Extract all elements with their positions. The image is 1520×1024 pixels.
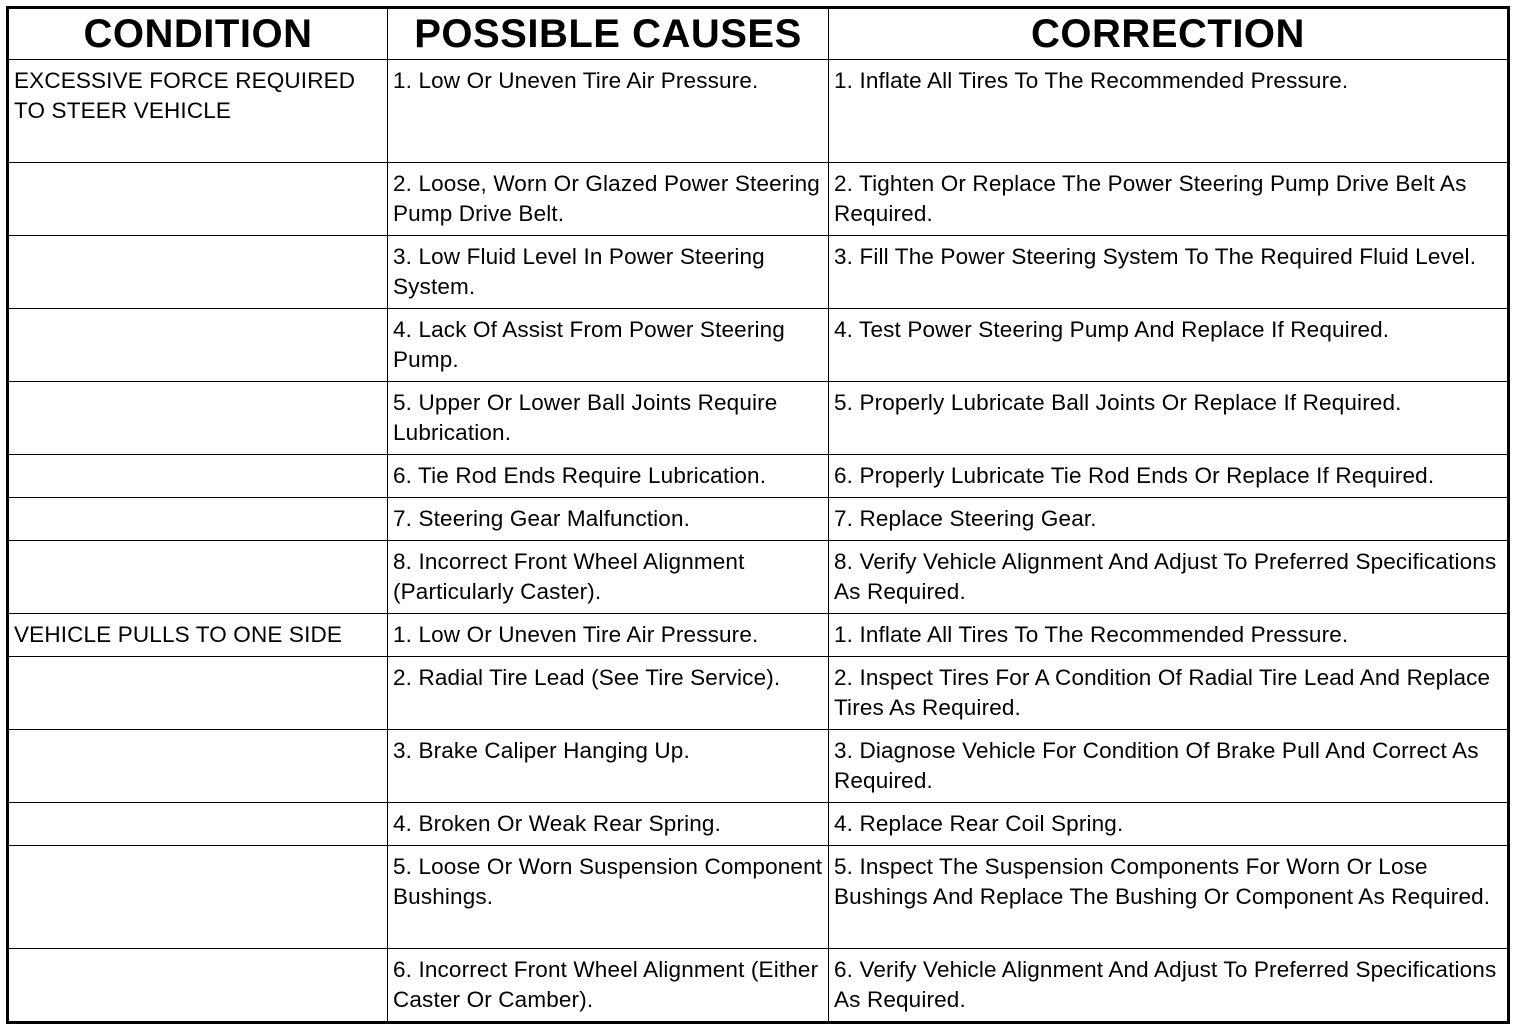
condition-cell <box>8 846 388 949</box>
correction-cell: 8. Verify Vehicle Alignment And Adjust To Preferred Specifications As Required. <box>829 541 1509 614</box>
condition-cell <box>8 657 388 730</box>
cause-cell: 7. Steering Gear Malfunction. <box>388 498 829 541</box>
correction-cell: 3. Fill The Power Steering System To The Required Fluid Level. <box>829 236 1509 309</box>
condition-cell: EXCESSIVE FORCE REQUIRED TO STEER VEHICLE <box>8 60 388 163</box>
causes-header: POSSIBLE CAUSES <box>388 8 829 60</box>
condition-header: CONDITION <box>8 8 388 60</box>
condition-cell <box>8 382 388 455</box>
correction-cell: 3. Diagnose Vehicle For Condition Of Brake Pull And Correct As Required. <box>829 730 1509 803</box>
cause-cell: 6. Tie Rod Ends Require Lubrication. <box>388 455 829 498</box>
cause-cell: 2. Loose, Worn Or Glazed Power Steering Pump Drive Belt. <box>388 163 829 236</box>
table-row <box>8 541 1509 614</box>
cause-cell: 5. Loose Or Worn Suspension Component Bushings. <box>388 846 829 949</box>
table-row <box>8 309 1509 382</box>
condition-cell <box>8 803 388 846</box>
header-row <box>8 8 1509 60</box>
table-row <box>8 614 1509 657</box>
correction-cell: 7. Replace Steering Gear. <box>829 498 1509 541</box>
cause-cell: 1. Low Or Uneven Tire Air Pressure. <box>388 614 829 657</box>
correction-cell: 2. Tighten Or Replace The Power Steering Pump Drive Belt As Required. <box>829 163 1509 236</box>
correction-cell: 2. Inspect Tires For A Condition Of Radial Tire Lead And Replace Tires As Required. <box>829 657 1509 730</box>
condition-cell <box>8 163 388 236</box>
cause-cell: 4. Lack Of Assist From Power Steering Pump. <box>388 309 829 382</box>
correction-cell: 6. Properly Lubricate Tie Rod Ends Or Replace If Required. <box>829 455 1509 498</box>
correction-cell: 4. Test Power Steering Pump And Replace If Required. <box>829 309 1509 382</box>
table-row <box>8 803 1509 846</box>
diagnosis-table <box>6 6 1510 1024</box>
table-row <box>8 236 1509 309</box>
correction-cell: 4. Replace Rear Coil Spring. <box>829 803 1509 846</box>
condition-cell <box>8 498 388 541</box>
condition-cell <box>8 541 388 614</box>
cause-cell: 2. Radial Tire Lead (See Tire Service). <box>388 657 829 730</box>
correction-cell: 5. Properly Lubricate Ball Joints Or Replace If Required. <box>829 382 1509 455</box>
condition-cell <box>8 730 388 803</box>
table-row <box>8 163 1509 236</box>
correction-cell: 5. Inspect The Suspension Components For Worn Or Lose Bushings And Replace The Bushing Or Component As Required. <box>829 846 1509 949</box>
condition-cell <box>8 949 388 1023</box>
cause-cell: 6. Incorrect Front Wheel Alignment (Either Caster Or Camber). <box>388 949 829 1023</box>
table-row <box>8 846 1509 949</box>
condition-cell <box>8 455 388 498</box>
correction-cell: 1. Inflate All Tires To The Recommended Pressure. <box>829 614 1509 657</box>
cause-cell: 5. Upper Or Lower Ball Joints Require Lubrication. <box>388 382 829 455</box>
table-row <box>8 60 1509 163</box>
table-row <box>8 455 1509 498</box>
condition-cell <box>8 236 388 309</box>
correction-header: CORRECTION <box>829 8 1509 60</box>
table-row <box>8 382 1509 455</box>
condition-cell <box>8 309 388 382</box>
table-row <box>8 657 1509 730</box>
correction-cell: 1. Inflate All Tires To The Recommended Pressure. <box>829 60 1509 163</box>
correction-cell: 6. Verify Vehicle Alignment And Adjust To Preferred Specifications As Required. <box>829 949 1509 1023</box>
condition-cell: VEHICLE PULLS TO ONE SIDE <box>8 614 388 657</box>
table-row <box>8 730 1509 803</box>
table-row <box>8 949 1509 1023</box>
cause-cell: 4. Broken Or Weak Rear Spring. <box>388 803 829 846</box>
cause-cell: 8. Incorrect Front Wheel Alignment (Particularly Caster). <box>388 541 829 614</box>
table-row <box>8 498 1509 541</box>
cause-cell: 3. Brake Caliper Hanging Up. <box>388 730 829 803</box>
cause-cell: 3. Low Fluid Level In Power Steering System. <box>388 236 829 309</box>
cause-cell: 1. Low Or Uneven Tire Air Pressure. <box>388 60 829 163</box>
